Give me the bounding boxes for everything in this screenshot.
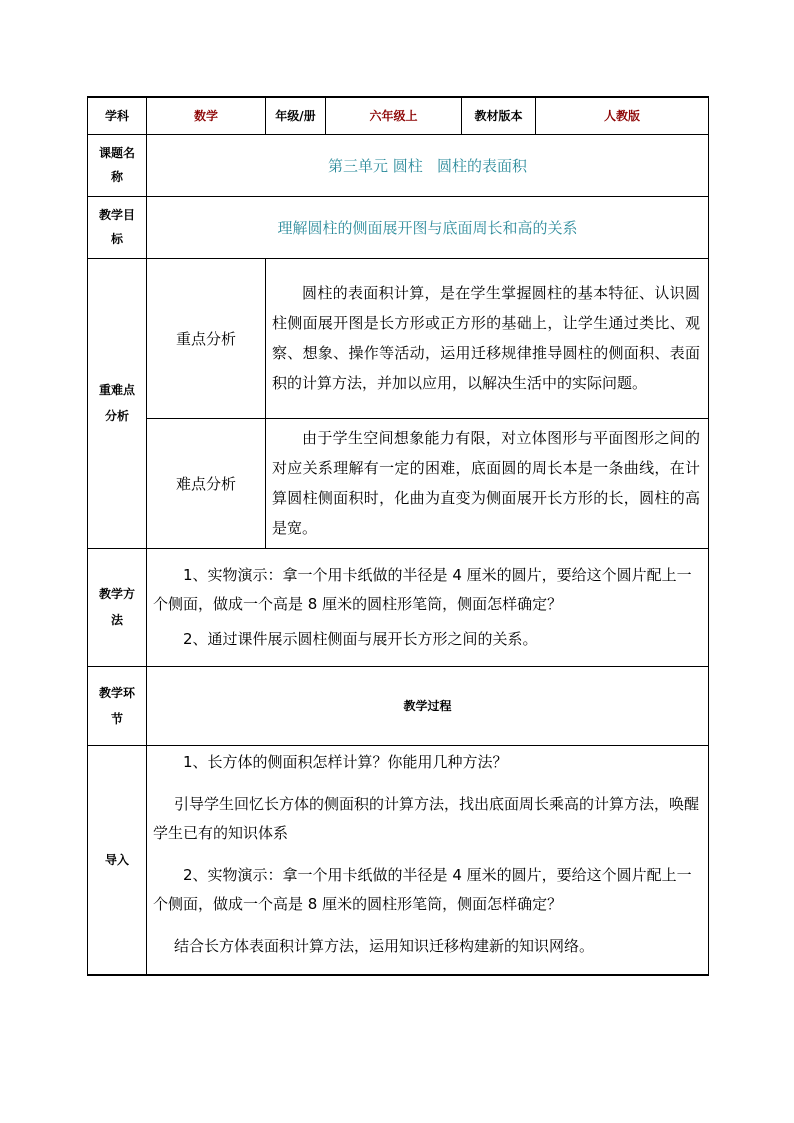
difficulty-label: 重难点分析	[88, 258, 147, 548]
intro-paragraph: 2、实物演示：拿一个用卡纸做的半径是 4 厘米的圆片，要给这个圆片配上一个侧面，做成一个高是 8 厘米的圆柱形笔筒，侧面怎样确定？	[153, 865, 692, 913]
hard-point-row	[88, 418, 709, 548]
intro-paragraph: 1、长方体的侧面积怎样计算？你能用几种方法？	[183, 752, 508, 771]
key-point-text: 圆柱的表面积计算，是在学生掌握圆柱的基本特征、认识圆柱侧面展开图是长方形或正方形的基础上，让学生通过类比、观察、想象、操作等活动，运用迁移规律推导圆柱的侧面积、表面积的计算方法，并加以应用，以解决生活中的实际问题。	[272, 284, 700, 392]
edition-value: 人教版	[536, 97, 709, 134]
intro-label: 导入	[88, 745, 147, 975]
objective-label: 教学目标	[88, 196, 147, 258]
lesson-title-label: 课题名称	[88, 134, 147, 196]
lesson-title-value: 第三单元 圆柱 圆柱的表面积	[147, 134, 709, 196]
lesson-title-row	[88, 134, 709, 196]
intro-paragraph: 引导学生回忆长方体的侧面积的计算方法，找出底面周长乘高的计算方法，唤醒学生已有的知识体系	[153, 794, 700, 842]
subject-value: 数学	[147, 97, 266, 134]
key-point-row	[88, 258, 709, 418]
method-row	[88, 548, 709, 666]
method-label: 教学方法	[88, 548, 147, 666]
subject-label: 学科	[88, 97, 147, 134]
process-stage-label: 教学环节	[88, 666, 147, 745]
intro-text-cell	[147, 745, 709, 975]
hard-point-label: 难点分析	[147, 418, 266, 548]
grade-label: 年级/册	[266, 97, 326, 134]
process-header-value: 教学过程	[147, 666, 709, 745]
method-text-cell	[147, 548, 709, 666]
grade-value: 六年级上	[326, 97, 462, 134]
edition-label: 教材版本	[462, 97, 536, 134]
objective-value: 理解圆柱的侧面展开图与底面周长和高的关系	[147, 196, 709, 258]
objective-row	[88, 196, 709, 258]
intro-paragraph: 结合长方体表面积计算方法，运用知识迁移构建新的知识网络。	[174, 936, 595, 955]
key-point-text-cell	[266, 258, 709, 418]
hard-point-text: 由于学生空间想象能力有限，对立体图形与平面图形之间的对应关系理解有一定的困难，底面圆的周长本是一条曲线，在计算圆柱侧面积时，化曲为直变为侧面展开长方形的长，圆柱的高是宽。	[272, 429, 700, 537]
method-item: 1、实物演示：拿一个用卡纸做的半径是 4 厘米的圆片，要给这个圆片配上一个侧面，做成一个高是 8 厘米的圆柱形笔筒，侧面怎样确定？	[153, 565, 692, 613]
key-point-label: 重点分析	[147, 258, 266, 418]
hard-point-text-cell	[266, 418, 709, 548]
method-item: 2、通过课件展示圆柱侧面与展开长方形之间的关系。	[183, 629, 538, 648]
intro-row	[88, 745, 709, 975]
process-header-row	[88, 666, 709, 745]
header-row	[88, 97, 709, 134]
lesson-plan-table	[87, 96, 709, 976]
